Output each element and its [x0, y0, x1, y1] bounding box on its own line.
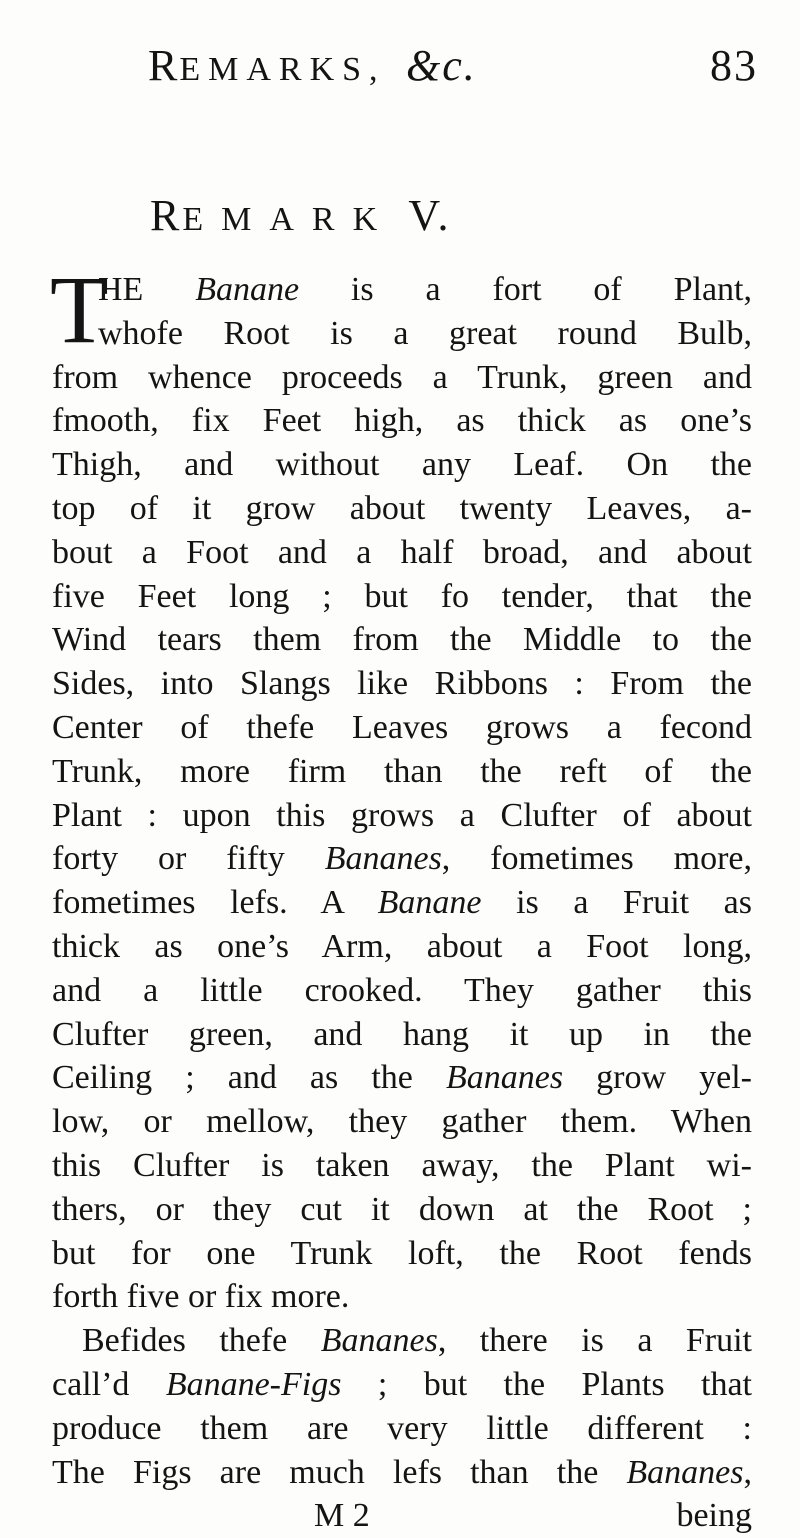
text-run: but for one Trunk loft, the Root fends: [52, 1234, 752, 1272]
text-line: [52, 1363, 752, 1407]
running-head-title-rest: EMARKS,: [179, 51, 386, 88]
running-head-title: REMARKS,: [148, 41, 386, 90]
text-run: is a Fruit as: [481, 884, 753, 922]
text-line: [52, 794, 752, 838]
text-run: fometimes lefs. A: [52, 884, 378, 922]
text-line: [52, 925, 752, 969]
text-run: Thigh, and without any Leaf. On the: [52, 446, 752, 484]
text-run: five Feet long ; but fo tender, that the: [52, 577, 752, 615]
text-line: [52, 1188, 752, 1232]
text-run: Befides thefe: [82, 1322, 321, 1360]
text-run: , fometimes more,: [441, 840, 753, 878]
running-head: [148, 40, 758, 100]
text-run: Trunk, more firm than the reft of the: [52, 752, 752, 790]
text-run: forth five or fix more.: [52, 1278, 350, 1316]
text-line: [52, 837, 752, 881]
text-line: [52, 487, 752, 531]
text-run: Sides, into Slangs like Ribbons : From the: [52, 665, 752, 703]
text-run: call’d: [52, 1365, 166, 1403]
text-run: whofe Root is a great round Bulb,: [98, 314, 752, 352]
text-run: and a little crooked. They gather this: [52, 971, 752, 1009]
text-line: [52, 1407, 752, 1451]
body-text: [50, 256, 753, 1538]
text-run: Center of thefe Leaves grows a fecond: [52, 708, 752, 746]
signature-mark: M 2: [314, 1497, 370, 1535]
italic-word: Banane-Figs: [165, 1365, 342, 1403]
text-line: [52, 618, 752, 662]
text-run: Wind tears them from the Middle to the: [52, 621, 752, 659]
text-run: , there is a Fruit: [437, 1322, 753, 1360]
text-line: [52, 531, 752, 575]
text-run: grow yel-: [563, 1059, 752, 1097]
text-line: [52, 399, 752, 443]
running-head-etc: &c.: [406, 41, 477, 90]
text-run: is a fort of Plant,: [299, 271, 752, 308]
text-line: [52, 706, 752, 750]
text-run: ; but the Plants that: [341, 1365, 752, 1403]
text-line: [52, 575, 752, 619]
italic-word: Bananes: [324, 840, 442, 878]
section-heading: REMARK V.: [150, 191, 452, 240]
text-run: bout a Foot and a half broad, and about: [52, 533, 752, 571]
text-line: [52, 1056, 752, 1100]
text-run: low, or mellow, they gather them. When: [52, 1103, 752, 1141]
catchword: being: [676, 1497, 752, 1535]
text-line: [52, 1013, 752, 1057]
text-line: [52, 312, 752, 356]
text-run: Plant : upon this grows a Clufter of about: [52, 796, 752, 834]
page-number: 83: [710, 41, 758, 90]
text-line: [52, 1275, 752, 1319]
text-line: [52, 443, 752, 487]
text-run: produce them are very little different :: [52, 1409, 752, 1447]
italic-word: Bananes: [320, 1322, 438, 1360]
text-line: [52, 881, 752, 925]
text-run: top of it grow about twenty Leaves, a-: [52, 489, 752, 527]
text-line: [52, 356, 752, 400]
italic-word: Bananes: [626, 1453, 744, 1491]
text-run: Clufter green, and hang it up in the: [52, 1015, 752, 1053]
text-line: [52, 1100, 752, 1144]
italic-word: Banane: [195, 271, 300, 308]
text-run: The Figs are much lefs than the: [52, 1453, 627, 1491]
text-line: [52, 1144, 752, 1188]
text-line: [52, 969, 752, 1013]
text-run: thers, or they cut it down at the Root ;: [52, 1190, 752, 1228]
text-line: [52, 662, 752, 706]
drop-cap: T: [50, 256, 109, 363]
text-line: [52, 1319, 752, 1363]
text-run: forty or fifty: [52, 840, 325, 878]
text-run: from whence proceeds a Trunk, green and: [52, 358, 752, 396]
text-line: [52, 750, 752, 794]
footer-line: [52, 1494, 752, 1538]
text-run: HE: [98, 271, 196, 308]
text-line: [52, 1451, 752, 1495]
text-run: Ceiling ; and as the: [52, 1059, 446, 1097]
text-run: ,: [743, 1453, 752, 1491]
italic-word: Banane: [377, 884, 482, 922]
italic-word: Bananes: [445, 1059, 564, 1097]
text-run: this Clufter is taken away, the Plant wi-: [52, 1146, 752, 1184]
text-run: thick as one’s Arm, about a Foot long,: [52, 927, 752, 965]
text-line: [52, 1232, 752, 1276]
section-heading-rest: EMARK: [182, 201, 396, 238]
text-line: [52, 268, 752, 312]
text-run: fmooth, fix Feet high, as thick as one’s: [52, 402, 752, 440]
